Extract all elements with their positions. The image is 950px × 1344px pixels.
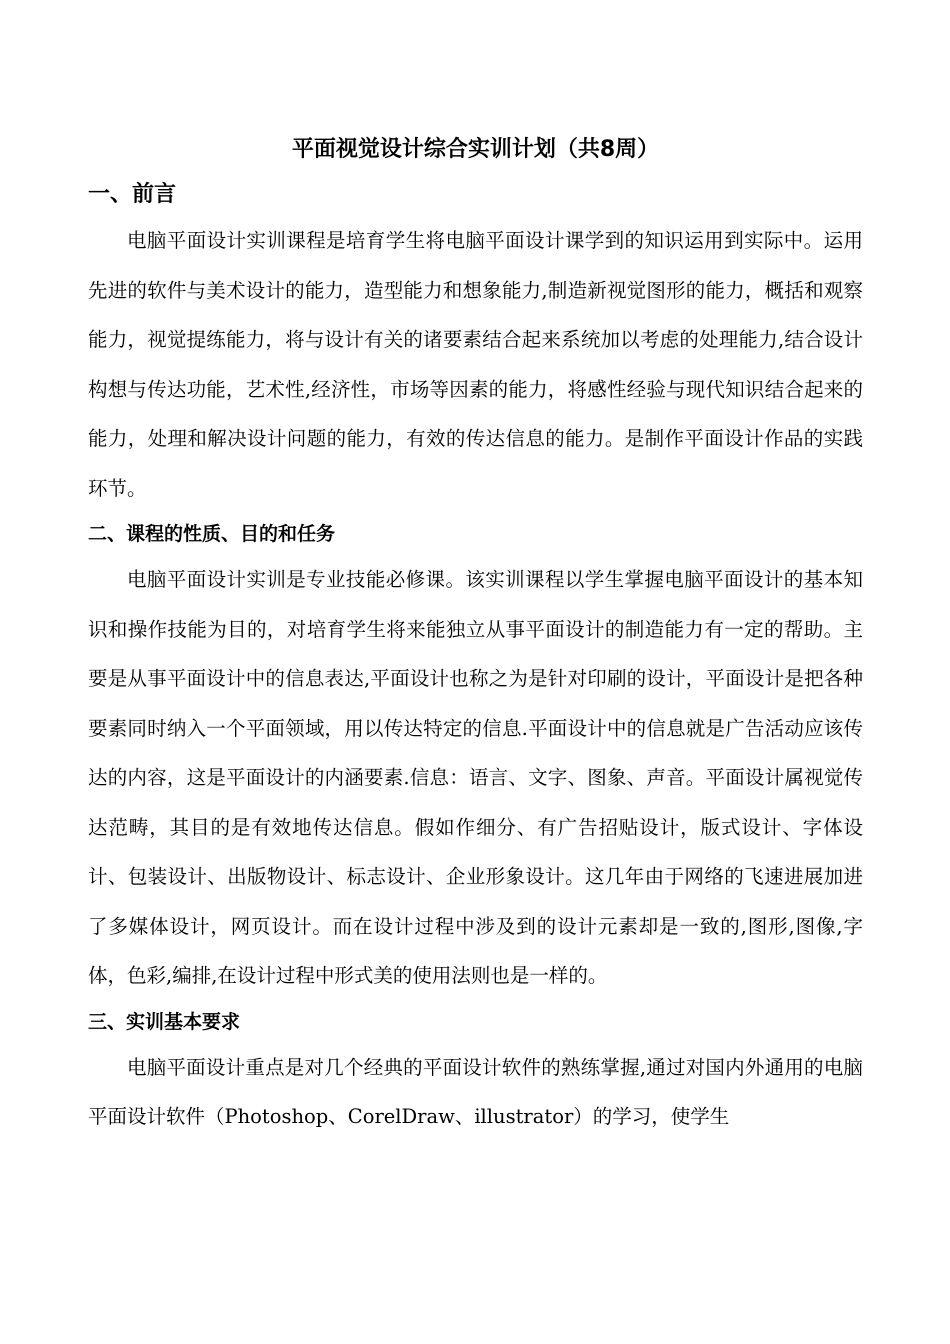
document-page	[88, 130, 863, 1142]
section-paragraph-course-nature: 电脑平面设计实训是专业技能必修课。该实训课程以学生掌握电脑平面设计的基本知识和操作技能为目的，对培育学生将来能独立从事平面设计的制造能力有一定的帮助。主要是从事平面设计中的信息表达,平面设计也称之为是针对印刷的设计，平面设计是把各种要素同时纳入一个平面领域，用以传达特定的信息.平面设计中的信息就是广告活动应该传达的内容，这是平面设计的内涵要素.信息：语言、文字、图象、声音。平面设计属视觉传达范畴，其目的是有效地传达信息。假如作细分、有广告招贴设计，版式设计、字体设计、包装设计、出版物设计、标志设计、企业形象设计。这几年由于网络的飞速进展加进了多媒体设计，网页设计。而在设计过程中涉及到的设计元素却是一致的,图形,图像,字体，色彩,编排,在设计过程中形式美的使用法则也是一样的。	[88, 568, 863, 987]
document-title: 平面视觉设计综合实训计划（共8周）	[291, 137, 660, 162]
section-paragraph-requirements: 电脑平面设计重点是对几个经典的平面设计软件的熟练掌握,通过对国内外通用的电脑平面设计软件（Photoshop、CorelDraw、illustrator）的学习，使学生	[88, 1055, 863, 1128]
section-paragraph-preface: 电脑平面设计实训课程是培育学生将电脑平面设计课学到的知识运用到实际中。运用先进的软件与美术设计的能力，造型能力和想象能力,制造新视觉图形的能力，概括和观察能力，视觉提练能力，将与设计有关的诸要素结合起来系统加以考虑的处理能力,结合设计构想与传达功能，艺术性,经济性，市场等因素的能力，将感性经验与现代知识结合起来的能力，处理和解决设计问题的能力，有效的传达信息的能力。是制作平面设计作品的实践环节。	[88, 229, 863, 500]
section-heading-requirements: 三、实训基本要求	[88, 1010, 241, 1033]
section-heading-preface: 一、前言	[88, 182, 177, 207]
section-heading-course-nature: 二、课程的性质、目的和任务	[88, 523, 336, 545]
